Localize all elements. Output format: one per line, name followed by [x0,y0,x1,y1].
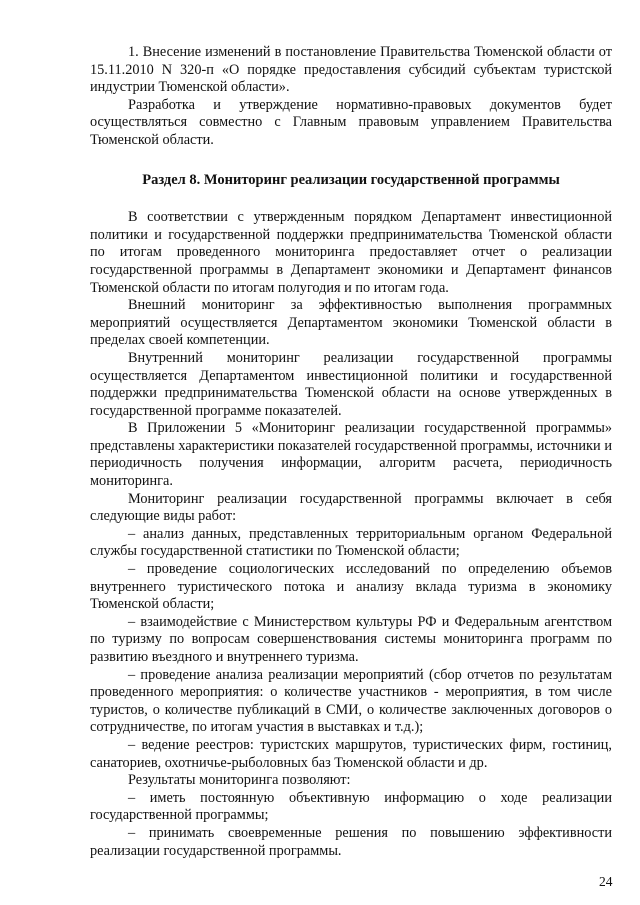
list-item: – иметь постоянную объективную информацию о ходе реализации государственной программы; [90,789,612,824]
paragraph: Мониторинг реализации государственной программы включает в себя следующие виды работ: [90,490,612,525]
paragraph: В Приложении 5 «Мониторинг реализации государственной программы» представлены характеристики показателей государственной программы, источники и периодичность получения информации, алгоритм расчета, периодичность мониторинга. [90,420,612,490]
list-item: – взаимодействие с Министерством культуры РФ и Федеральным агентством по туризму по вопросам совершенствования системы мониторинга программ по развитию въездного и внутреннего туризма. [90,613,612,665]
development-paragraph: Разработка и утверждение нормативно-правовых документов будет осуществляться совместно с Главным правовым управлением Правительства Тюменской области. [90,96,612,148]
list-item: – анализ данных, представленных территориальным органом Федеральной службы государственной статистики по Тюменской области; [90,525,612,560]
section-title: Раздел 8. Мониторинг реализации государственной программы [142,171,560,188]
list-item: – проведение социологических исследований по определению объемов внутреннего туристического потока и анализу вклада туризма в экономику Тюменской области; [90,561,612,613]
paragraph: Внутренний мониторинг реализации государственной программы осуществляется Департаментом инвестиционной политики и государственной поддержки предпринимательства Тюменской области на основе утвержденных в государственной программе показателей. [90,349,612,419]
document-page [90,44,612,860]
list-item-1: 1. Внесение изменений в постановление Правительства Тюменской области от 15.11.2010 N 320-п «О порядке предоставления субсидий субъектам туристской индустрии Тюменской области». [90,44,612,96]
list-item: – принимать своевременные решения по повышению эффективности реализации государственной программы. [90,824,612,859]
page-number: 24 [599,874,613,889]
list-item: – проведение анализа реализации мероприятий (сбор отчетов по результатам проведенного мероприятия: о количестве участников - мероприятия, в том числе туристов, о количестве публикаций в СМИ, о количестве заключенных договоров о сотрудничестве, по итогам участия в выставках и т.д.); [90,666,612,736]
paragraph: Результаты мониторинга позволяют: [128,772,351,789]
list-item: – ведение реестров: туристских маршрутов, туристических фирм, гостиниц, санаториев, охотничье-рыболовных баз Тюменской области и др. [90,736,612,771]
paragraph: В соответствии с утвержденным порядком Департамент инвестиционной политики и государственной поддержки предпринимательства Тюменской области по итогам проведенного мониторинга предоставляет отчет о реализации государственной программы в Департамент экономики и Департамент финансов Тюменской области по итогам полугодия и по итогам года. [90,209,612,296]
paragraph: Внешний мониторинг за эффективностью выполнения программных мероприятий осуществляется Департаментом экономики Тюменской области в пределах своей компетенции. [90,297,612,349]
